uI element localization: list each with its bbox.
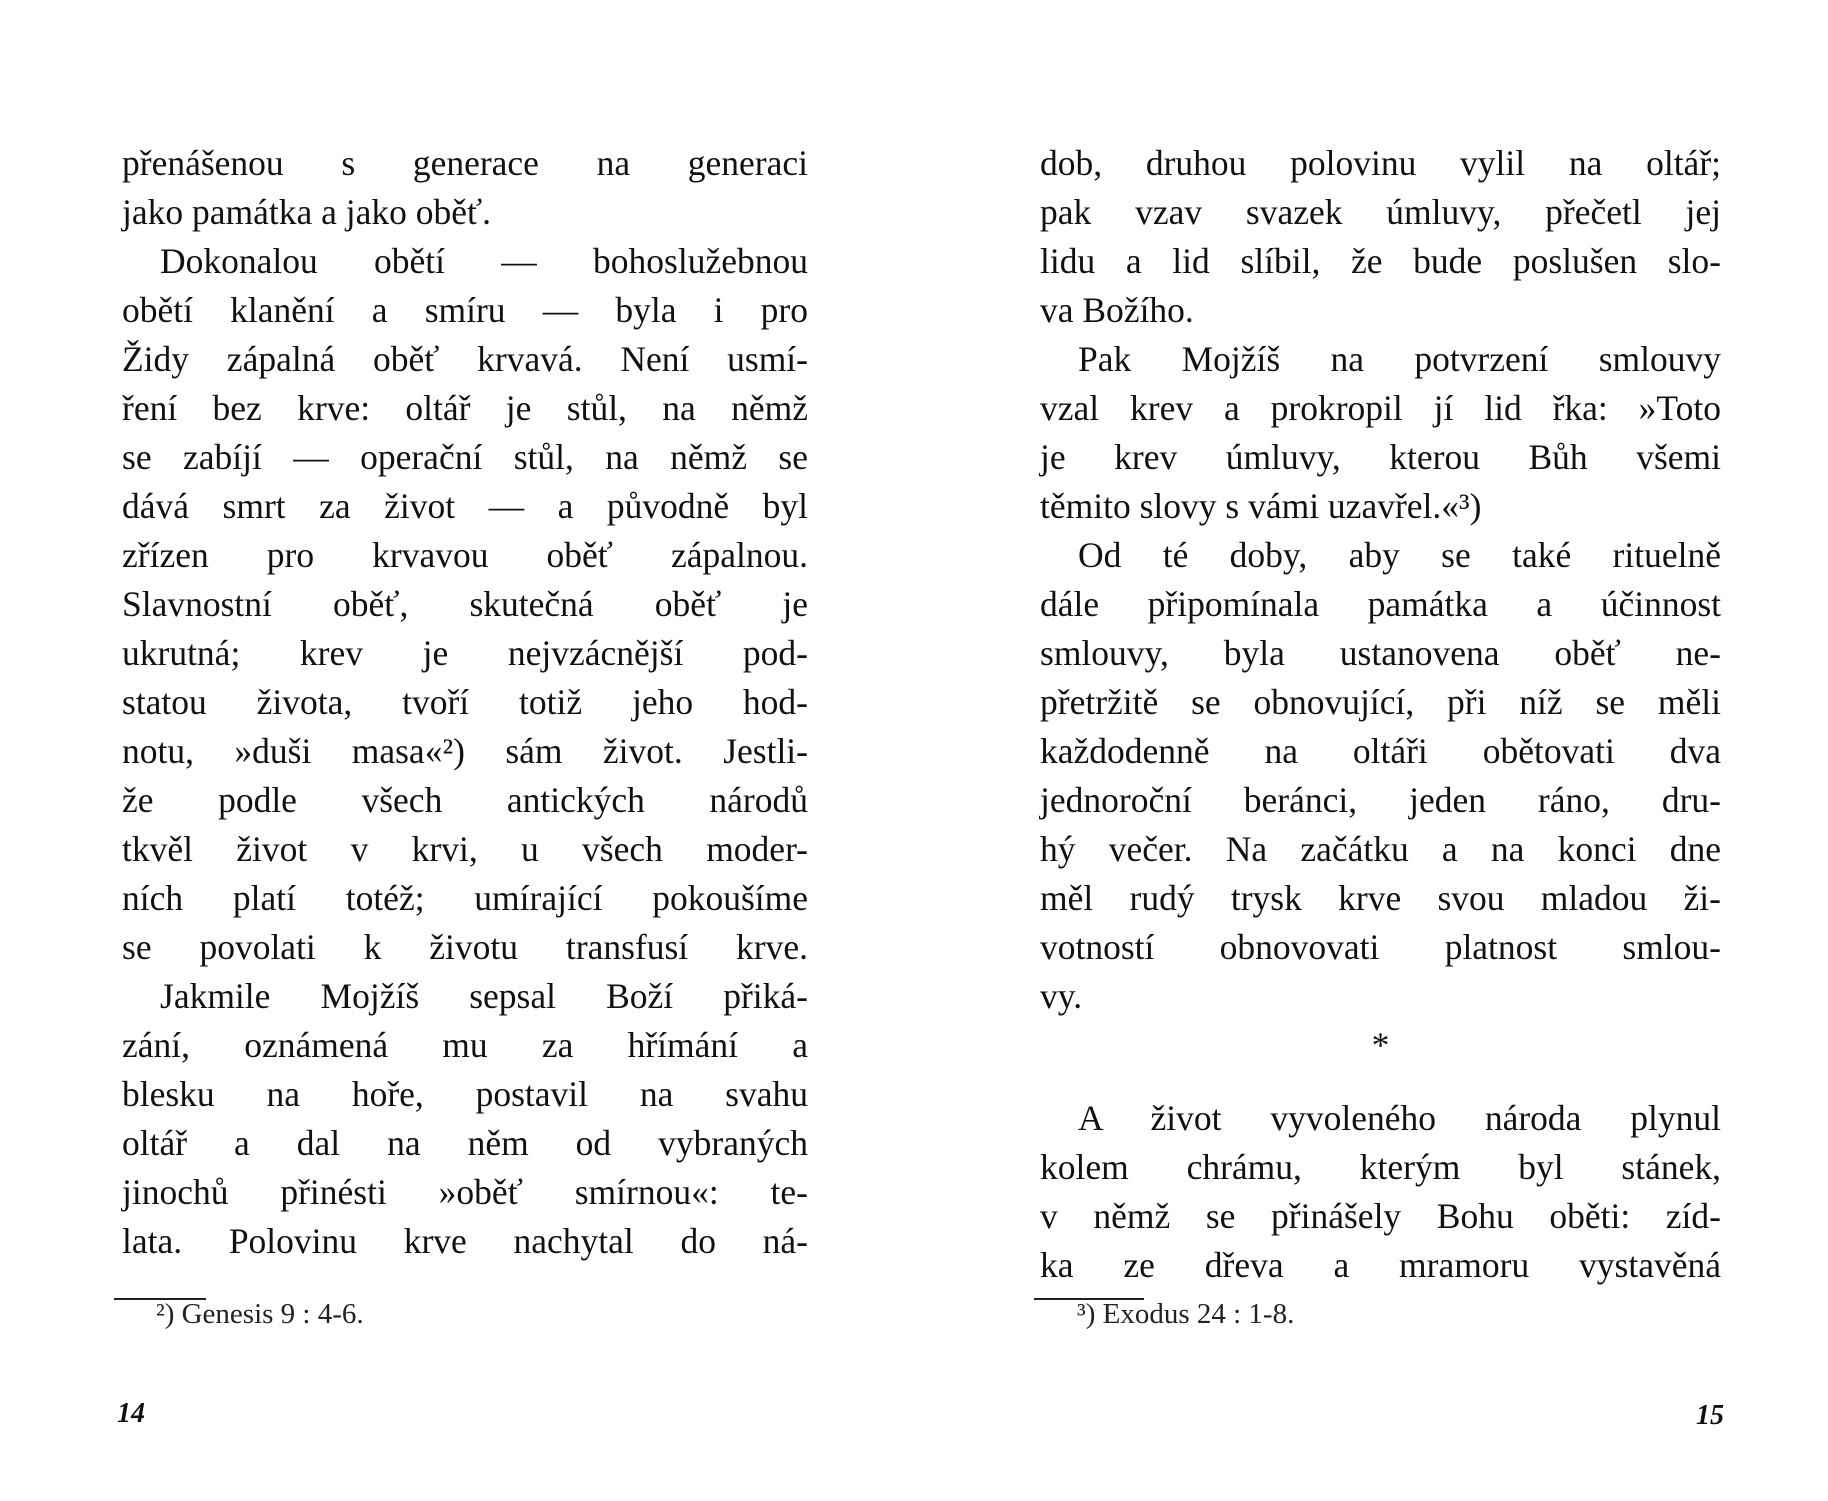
text-line: zání, oznámená mu za hřímání a: [122, 1025, 808, 1065]
text-line: přetržitě se obnovující, při níž se měli: [1040, 682, 1721, 722]
text-line: těmito slovy s vámi uzavřel.«³): [1040, 486, 1482, 526]
text-line: dob, druhou polovinu vylil na oltář;: [1040, 143, 1721, 183]
page-number: 15: [1696, 1400, 1724, 1431]
text-line: že podle všech antických národů: [122, 780, 808, 820]
text-line: každodenně na oltáři obětovati dva: [1040, 731, 1721, 771]
text-line: smlouvy, byla ustanovena oběť ne-: [1040, 633, 1721, 673]
left-page-text: [122, 139, 808, 1266]
text-line: Slavnostní oběť, skutečná oběť je: [122, 584, 808, 624]
text-line: vy.: [1040, 976, 1083, 1016]
text-line: Od té doby, aby se také rituelně: [1078, 535, 1721, 575]
text-line: ukrutná; krev je nejvzácnější pod-: [122, 633, 808, 673]
text-line: obětí klanění a smíru — byla i pro: [122, 290, 808, 330]
text-line: ka ze dřeva a mramoru vystavěná: [1040, 1245, 1721, 1285]
text-line: zřízen pro krvavou oběť zápalnou.: [122, 535, 808, 575]
text-line: tkvěl život v krvi, u všech moder-: [122, 829, 808, 869]
right-page: [914, 0, 1828, 1501]
text-line: va Božího.: [1040, 290, 1194, 330]
text-line: přenášenou s generace na generaci: [122, 143, 808, 183]
footnote: ³) Exodus 24 : 1-8.: [1077, 1298, 1295, 1330]
text-line: dává smrt za život — a původně byl: [122, 486, 808, 526]
text-line: A život vyvoleného národa plynul: [1078, 1098, 1721, 1138]
text-line: statou života, tvoří totiž jeho hod-: [122, 682, 808, 722]
text-line: notu, »duši masa«²) sám život. Jestli-: [122, 731, 808, 771]
text-line: blesku na hoře, postavil na svahu: [122, 1074, 808, 1114]
text-line: Jakmile Mojžíš sepsal Boží přiká-: [160, 976, 808, 1016]
text-line: v němž se přinášely Bohu oběti: zíd-: [1040, 1196, 1721, 1236]
text-line: pak vzav svazek úmluvy, přečetl jej: [1040, 192, 1721, 232]
text-line: Židy zápalná oběť krvavá. Není usmí-: [122, 339, 808, 379]
text-line: jako památka a jako oběť.: [122, 192, 492, 232]
text-line: oltář a dal na něm od vybraných: [122, 1123, 808, 1163]
text-line: Pak Mojžíš na potvrzení smlouvy: [1078, 339, 1721, 379]
section-separator: *: [1371, 1025, 1390, 1065]
text-line: kolem chrámu, kterým byl stánek,: [1040, 1147, 1721, 1187]
blank-spacer: [1040, 1070, 1721, 1094]
text-line: jednoroční beránci, jeden ráno, dru-: [1040, 780, 1721, 820]
right-page-text: [1040, 139, 1721, 1290]
text-line: se povolati k životu transfusí krve.: [122, 927, 808, 967]
text-line: lata. Polovinu krve nachytal do ná-: [122, 1221, 808, 1261]
text-line: se zabíjí — operační stůl, na němž se: [122, 437, 808, 477]
text-line: hý večer. Na začátku a na konci dne: [1040, 829, 1721, 869]
text-line: vzal krev a prokropil jí lid řka: »Toto: [1040, 388, 1721, 428]
text-line: dále připomínala památka a účinnost: [1040, 584, 1721, 624]
text-line: votností obnovovati platnost smlou-: [1040, 927, 1721, 967]
footnote: ²) Genesis 9 : 4-6.: [156, 1298, 364, 1330]
text-line: měl rudý trysk krve svou mladou ži-: [1040, 878, 1721, 918]
text-line: jinochů přinésti »oběť smírnou«: te-: [122, 1172, 808, 1212]
text-line: ření bez krve: oltář je stůl, na němž: [122, 388, 808, 428]
text-line: je krev úmluvy, kterou Bůh všemi: [1040, 437, 1721, 477]
text-line: lidu a lid slíbil, že bude poslušen slo-: [1040, 241, 1721, 281]
page-number: 14: [117, 1398, 145, 1429]
text-line: Dokonalou obětí — bohoslužebnou: [160, 241, 808, 281]
text-line: ních platí totéž; umírající pokoušíme: [122, 878, 808, 918]
